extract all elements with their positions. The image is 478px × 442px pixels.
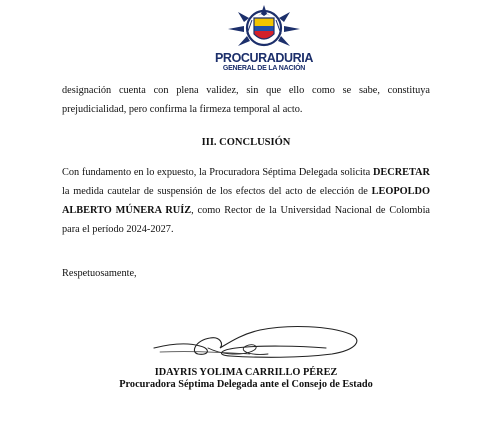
- logo-subtitle: GENERAL DE LA NACIÓN: [222, 65, 306, 72]
- conclusion-bold-name: LEOPOLDO ALBERTO MÚNERA RUÍZ: [62, 186, 430, 216]
- conclusion-text-1: Con fundamento en lo expuesto, la Procuradora Séptima Delegada solicita: [62, 167, 373, 178]
- handwritten-signature: [150, 318, 370, 364]
- conclusion-text-3: , como Rector de la Universidad Nacional de Colombia para el período 2024-2027.: [62, 205, 430, 235]
- closing-salutation: Respetuosamente,: [62, 268, 137, 279]
- paragraph-continuation: designación cuenta con plena validez, sin que ello como se sabe, constituya prejudicialidad, pero confirma la firmeza temporal al acto.: [62, 85, 430, 115]
- signatory-name: IDAYRIS YOLIMA CARRILLO PÉREZ: [154, 367, 338, 378]
- procuraduria-logo: [214, 4, 314, 84]
- conclusion-bold-decretar: DECRETAR: [372, 167, 430, 178]
- conclusion-paragraph: [62, 163, 430, 239]
- signatory-title: Procuradora Séptima Delegada ante el Consejo de Estado: [119, 379, 373, 390]
- coat-of-arms-icon: [214, 4, 314, 54]
- logo-title: PROCURADURIA: [215, 51, 313, 65]
- conclusion-text-2: la medida cautelar de suspensión de los efectos del acto de elección de: [62, 186, 372, 197]
- section-heading: III. CONCLUSIÓN: [201, 137, 291, 148]
